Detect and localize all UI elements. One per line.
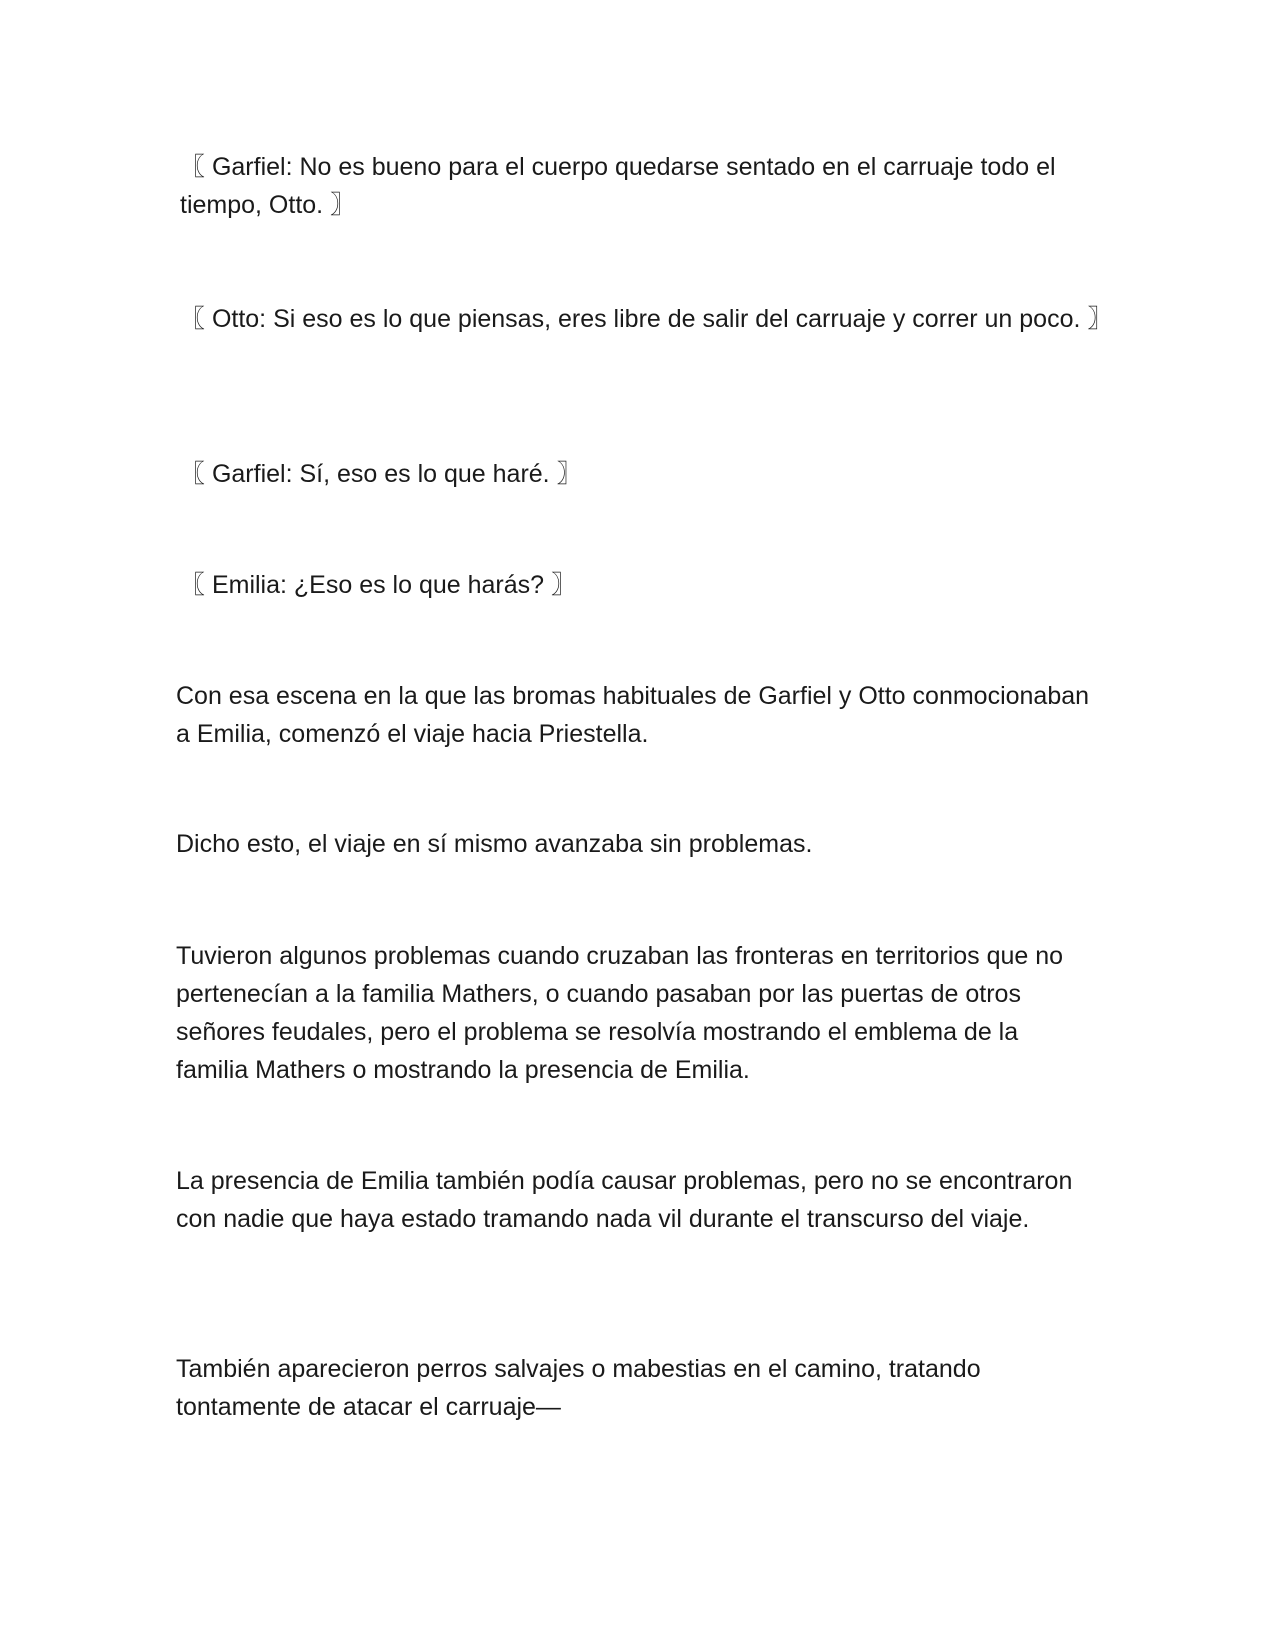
dialogue-otto: 〖 Otto: Si eso es lo que piensas, eres libre de salir del carruaje y correr un poco. 〗 xyxy=(180,305,1113,333)
narration-paragraph-4: La presencia de Emilia también podía causar problemas, pero no se encontraron con nadie que haya estado tramando nada vil durante el transcurso del viaje. xyxy=(176,1167,1073,1233)
narration-paragraph-5: También aparecieron perros salvajes o mabestias en el camino, tratando tontamente de atacar el carruaje— xyxy=(176,1355,981,1421)
narration-paragraph-3: Tuvieron algunos problemas cuando cruzaban las fronteras en territorios que no pertenecían a la familia Mathers, o cuando pasaban por las puertas de otros señores feudales, pero el problema se resolvía mostrando el emblema de la familia Mathers o mostrando la presencia de Emilia. xyxy=(176,942,1064,1084)
dialogue-emilia: 〖 Emilia: ¿Eso es lo que harás? 〗 xyxy=(180,571,576,599)
narration-paragraph-2: Dicho esto, el viaje en sí mismo avanzaba sin problemas. xyxy=(176,830,813,858)
dialogue-garfiel-1: 〖 Garfiel: No es bueno para el cuerpo quedarse sentado en el carruaje todo el tiempo, Otto. 〗 xyxy=(180,153,1056,219)
dialogue-garfiel-2: 〖 Garfiel: Sí, eso es lo que haré. 〗 xyxy=(180,460,582,488)
narration-paragraph-1: Con esa escena en la que las bromas habituales de Garfiel y Otto conmocionaban a Emilia, comenzó el viaje hacia Priestella. xyxy=(176,682,1090,748)
